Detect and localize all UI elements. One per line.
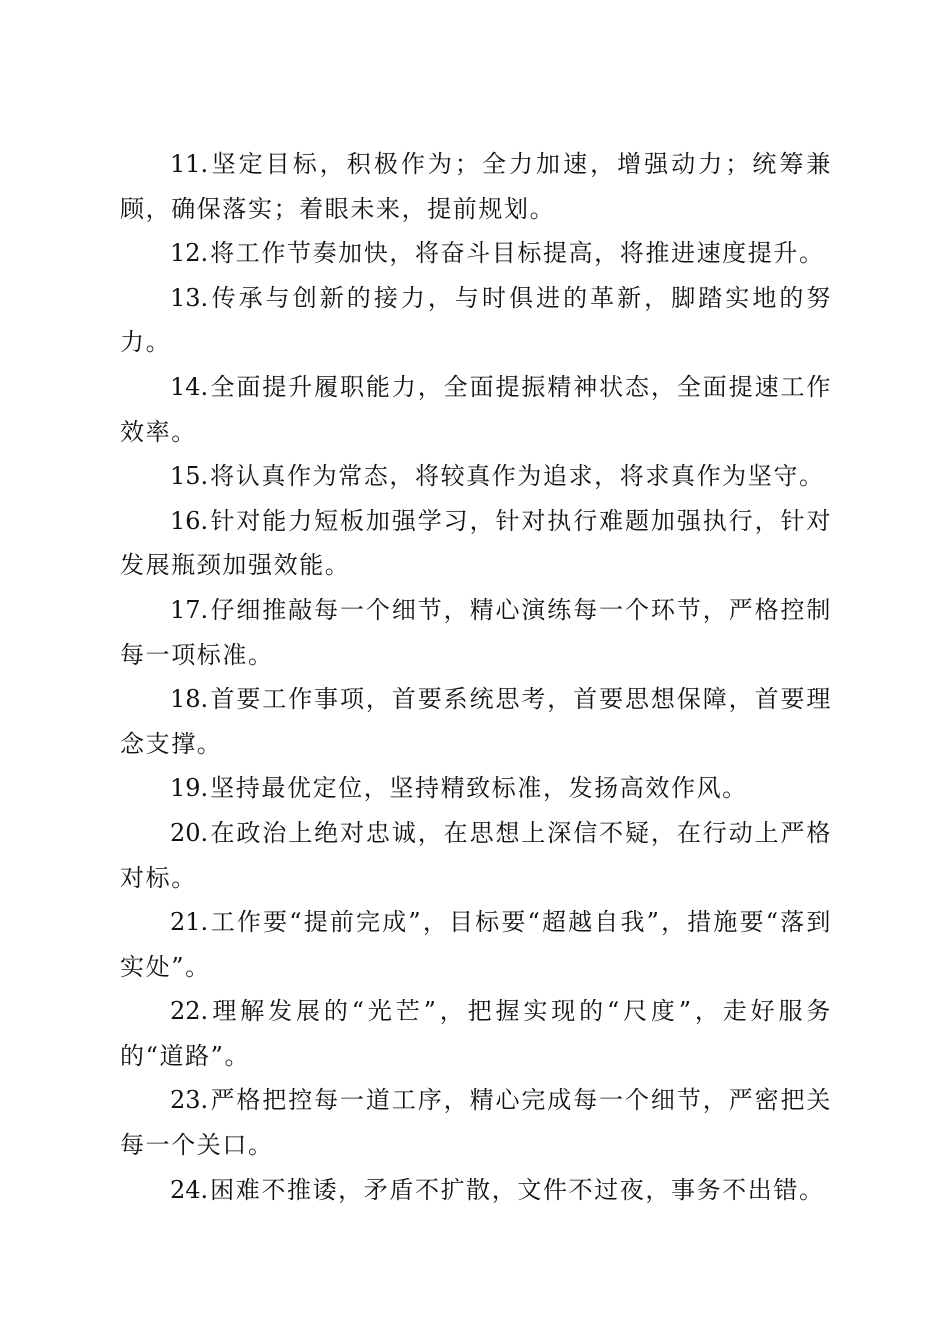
item-text: 将工作节奏加快，将奋斗目标提高，将推进速度提升。 <box>210 239 825 268</box>
item-number: 17. <box>170 595 209 624</box>
item-number: 18. <box>170 685 209 714</box>
item-number: 14. <box>170 372 209 401</box>
item-number: 12. <box>170 239 209 268</box>
item-text: 理解发展的“光芒”，把握实现的“尺度”，走好服务的“道路”。 <box>120 997 832 1070</box>
item-text: 将认真作为常态，将较真作为追求，将求真作为坚守。 <box>210 462 825 491</box>
list-item <box>120 142 832 231</box>
item-text: 困难不推诿，矛盾不扩散，文件不过夜，事务不出错。 <box>210 1175 825 1204</box>
item-number: 24. <box>170 1175 209 1204</box>
item-number: 15. <box>170 462 209 491</box>
item-text: 严格把控每一道工序，精心完成每一个细节，严密把关每一个关口。 <box>120 1086 832 1160</box>
list-item <box>120 989 832 1078</box>
item-text: 仔细推敲每一个细节，精心演练每一个环节，严格控制每一项标准。 <box>120 595 832 669</box>
item-number: 21. <box>170 908 209 937</box>
item-number: 23. <box>170 1086 209 1115</box>
list-item <box>120 1168 832 1213</box>
list-item <box>120 766 832 811</box>
list-item <box>120 677 832 766</box>
list-item <box>120 365 832 454</box>
item-text: 工作要“提前完成”，目标要“超越自我”，措施要“落到实处”。 <box>120 908 832 981</box>
item-number: 19. <box>170 774 209 803</box>
item-number: 11. <box>170 150 209 178</box>
list-item <box>120 231 832 276</box>
item-number: 22. <box>170 997 209 1026</box>
item-number: 16. <box>170 506 209 535</box>
list-item <box>120 811 832 900</box>
item-number: 20. <box>170 818 209 847</box>
item-text: 首要工作事项，首要系统思考，首要思想保障，首要理念支撑。 <box>120 685 832 758</box>
item-text: 传承与创新的接力，与时俱进的革新，脚踏实地的努力。 <box>120 283 832 357</box>
list-item <box>120 1078 832 1167</box>
item-text: 坚定目标，积极作为；全力加速，增强动力；统筹兼顾，确保落实；着眼未来，提前规划。 <box>120 150 832 223</box>
list-item <box>120 276 832 365</box>
item-text: 坚持最优定位，坚持精致标准，发扬高效作风。 <box>210 774 748 803</box>
document-page <box>120 142 832 1212</box>
list-item <box>120 454 832 499</box>
item-text: 针对能力短板加强学习，针对执行难题加强执行，针对发展瓶颈加强效能。 <box>120 506 832 580</box>
item-text: 全面提升履职能力，全面提振精神状态，全面提速工作效率。 <box>120 372 832 446</box>
item-text: 在政治上绝对忠诚，在思想上深信不疑，在行动上严格对标。 <box>120 818 832 892</box>
list-item <box>120 588 832 677</box>
item-number: 13. <box>170 283 209 312</box>
list-item <box>120 900 832 989</box>
list-item <box>120 499 832 588</box>
